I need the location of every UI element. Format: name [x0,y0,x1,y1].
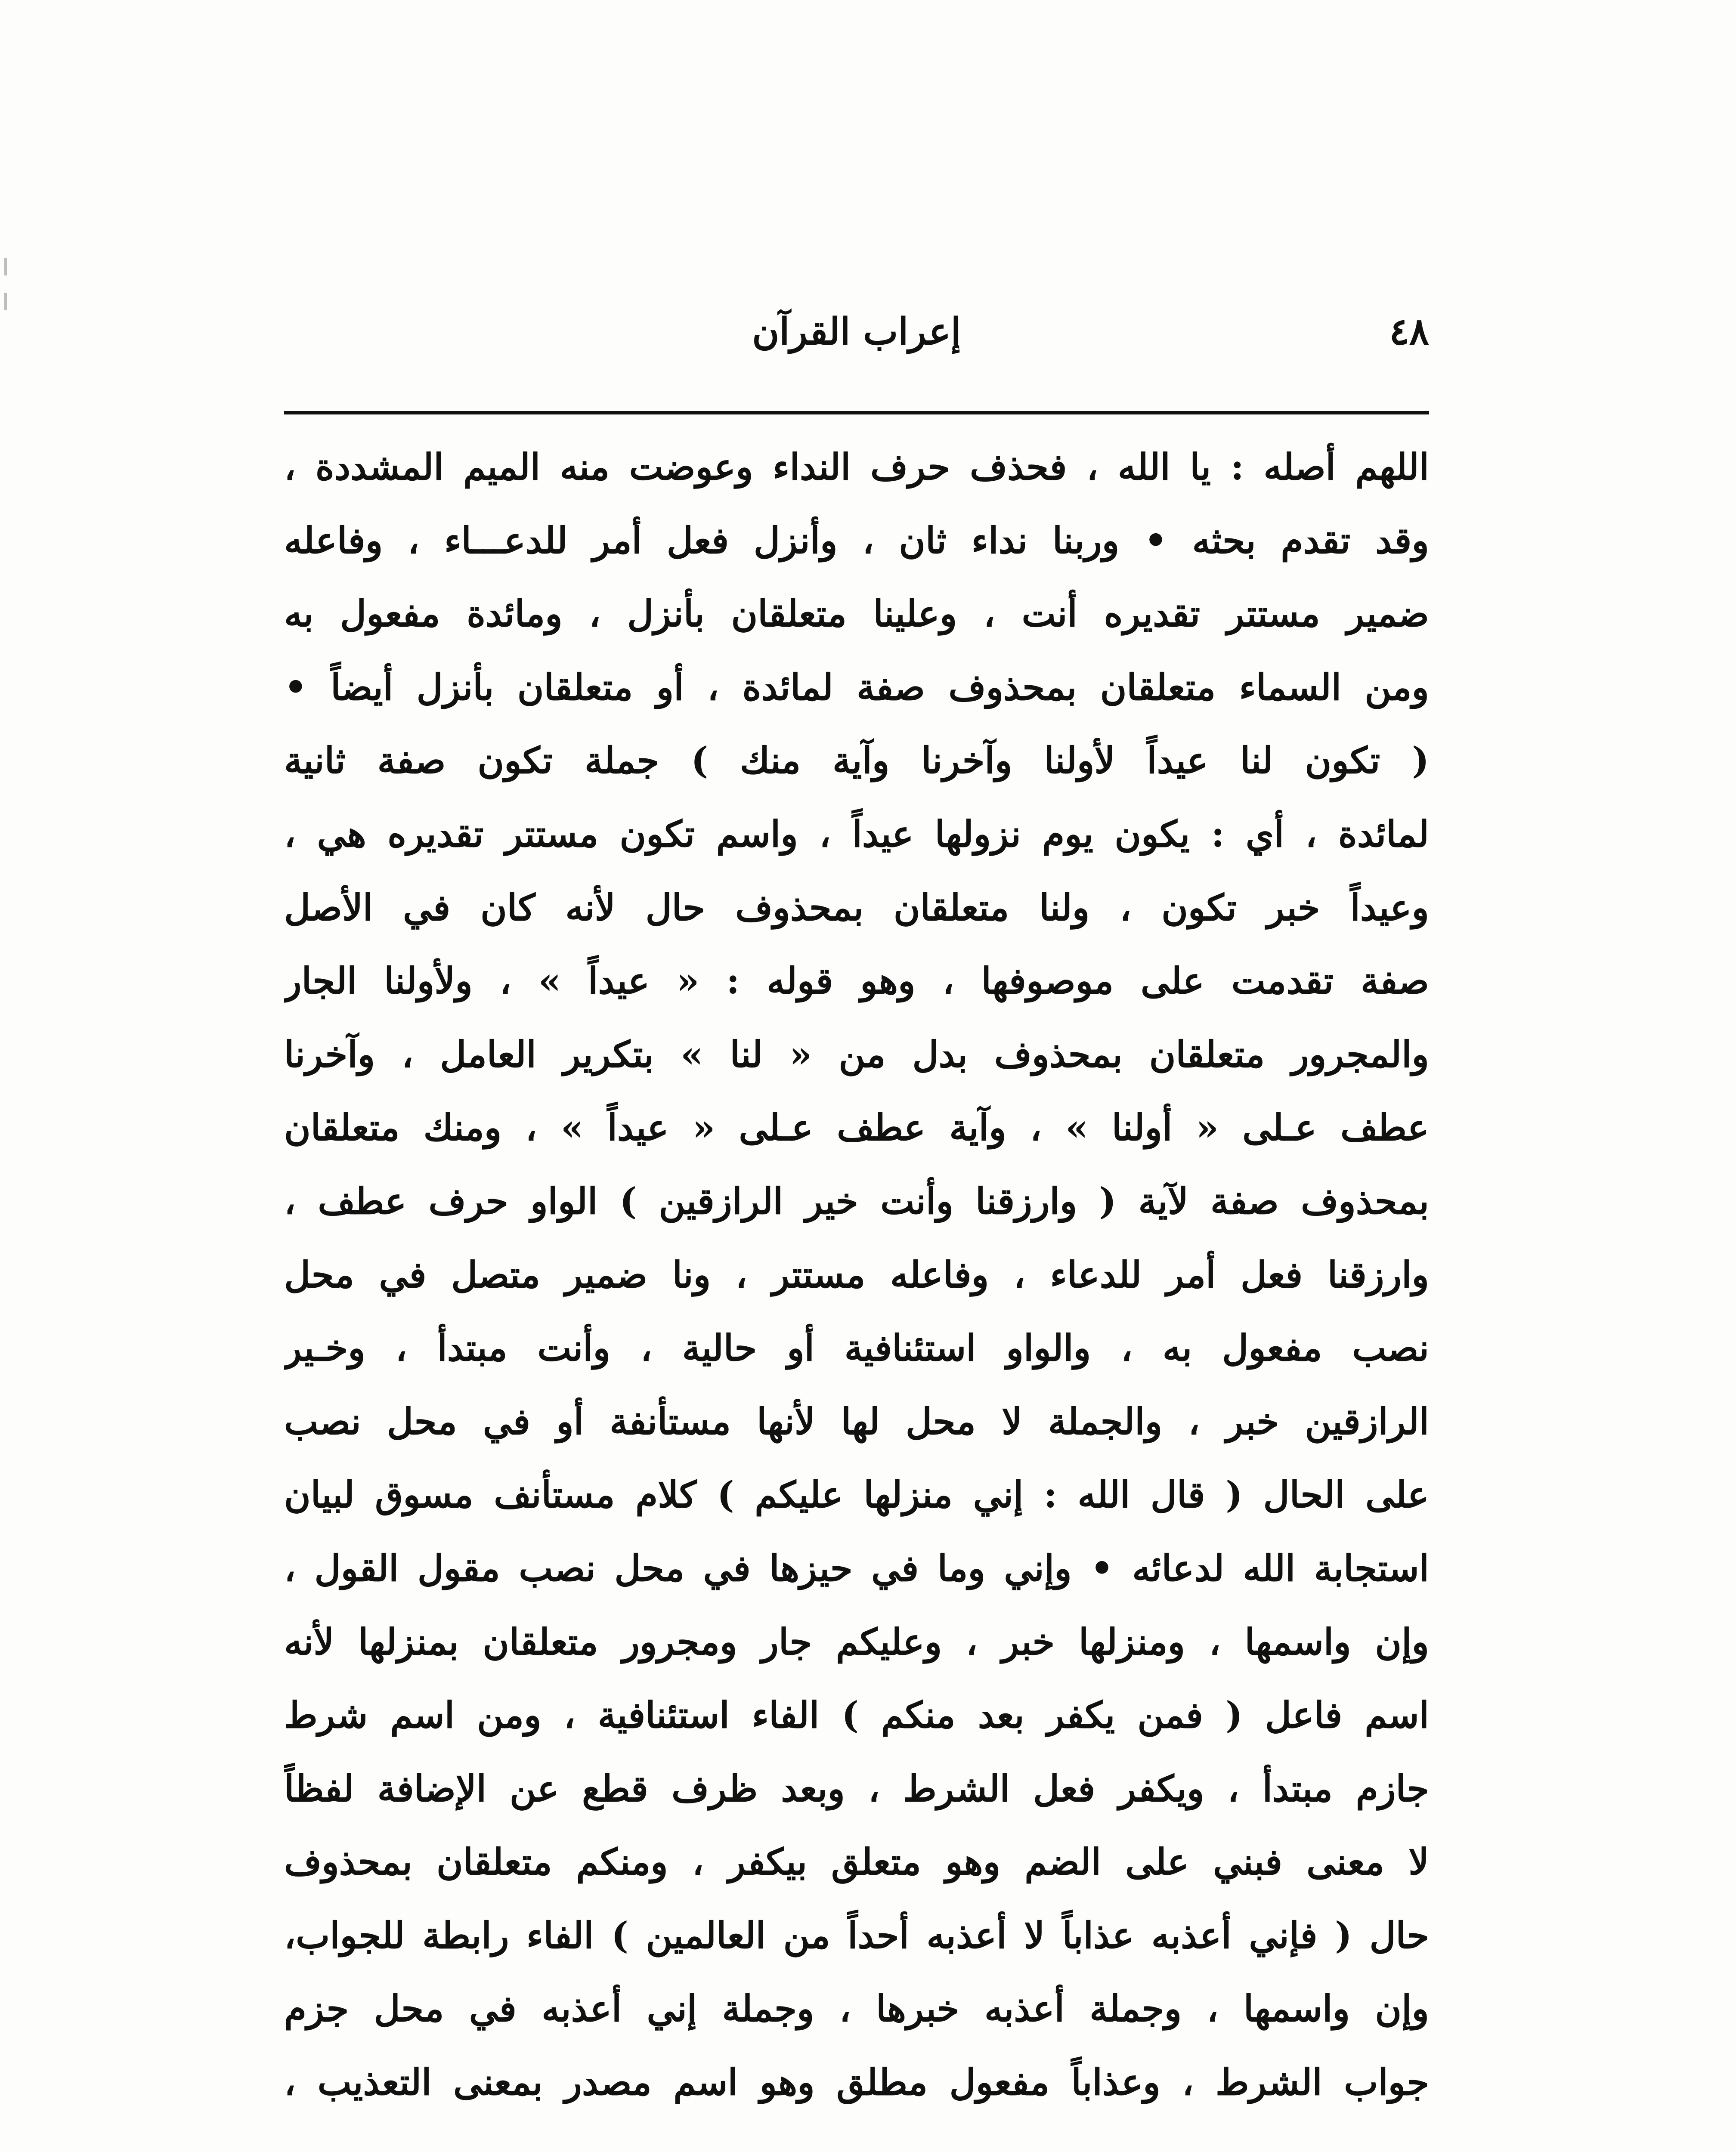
page-number: ٤٨ [1389,310,1429,353]
text-line: ضمير مستتر تقديره أنت ، وعلينا متعلقان بأنزل ، ومائدة مفعول به [284,592,1429,635]
text-line: بمحذوف صفة لآية ( وارزقنا وأنت خير الرازقين ) الواو حرف عطف ، [284,1179,1429,1222]
text-line: عطف عـلى « أولنا » ، وآية عطف عـلى « عيداً » ، ومنك متعلقان [284,1106,1429,1149]
text-line: على الحال ( قال الله : إني منزلها عليكم ) كلام مستأنف مسوق لبيان [284,1473,1429,1516]
text-line: الرازقين خبر ، والجملة لا محل لها لأنها مستأنفة أو في محل نصب [284,1400,1429,1443]
text-line: جازم مبتدأ ، ويكفر فعل الشرط ، وبعد ظرف قطع عن الإضافة لفظاً [284,1767,1429,1810]
text-line: استجابة الله لدعائه • وإني وما في حيزها في محل نصب مقول القول ، [284,1546,1429,1589]
body-text [284,430,1429,2119]
text-line: وقد تقدم بحثه • وربنا نداء ثان ، وأنزل فعل أمر للدعـــاء ، وفاعله [284,519,1429,562]
text-line: صفة تقدمت على موصوفها ، وهو قوله : « عيداً » ، ولأولنا الجار [284,959,1429,1002]
running-title: إعراب القرآن [752,310,961,353]
text-line: حال ( فإني أعذبه عذاباً لا أعذبه أحداً من العالمين ) الفاء رابطة للجواب، [284,1914,1429,1957]
text-line: والمجرور متعلقان بمحذوف بدل من « لنا » بتكرير العامل ، وآخرنا [284,1033,1429,1076]
text-line: ومن السماء متعلقان بمحذوف صفة لمائدة ، أو متعلقان بأنزل أيضاً • [284,665,1429,708]
page-header [284,301,1429,370]
header-rule [284,411,1429,414]
text-line: نصب مفعول به ، والواو استئنافية أو حالية ، وأنت مبتدأ ، وخـير [284,1326,1429,1370]
text-line: اسم فاعل ( فمن يكفر بعد منكم ) الفاء استئنافية ، ومن اسم شرط [284,1694,1429,1737]
text-line: جواب الشرط ، وعذاباً مفعول مطلق وهو اسم مصدر بمعنى التعذيب ، [284,2061,1429,2104]
text-line: اللهم أصله : يا الله ، فحذف حرف النداء وعوضت منه الميم المشددة ، [284,445,1429,488]
text-line: وإن واسمها ، وجملة أعذبه خبرها ، وجملة إني أعذبه في محل جزم [284,1987,1429,2030]
text-line: وعيداً خبر تكون ، ولنا متعلقان بمحذوف حال لأنه كان في الأصل [284,886,1429,929]
scan-edge-mark [4,293,7,310]
text-line: ( تكون لنا عيداً لأولنا وآخرنا وآية منك ) جملة تكون صفة ثانية [284,739,1429,782]
scan-edge-mark [4,258,7,275]
text-line: وإن واسمها ، ومنزلها خبر ، وعليكم جار ومجرور متعلقان بمنزلها لأنه [284,1620,1429,1663]
text-line: وارزقنا فعل أمر للدعاء ، وفاعله مستتر ، ونا ضمير متصل في محل [284,1253,1429,1296]
text-line: لمائدة ، أي : يكون يوم نزولها عيداً ، واسم تكون مستتر تقديره هي ، [284,812,1429,855]
text-line: لا معنى فبني على الضم وهو متعلق بيكفر ، ومنكم متعلقان بمحذوف [284,1840,1429,1883]
